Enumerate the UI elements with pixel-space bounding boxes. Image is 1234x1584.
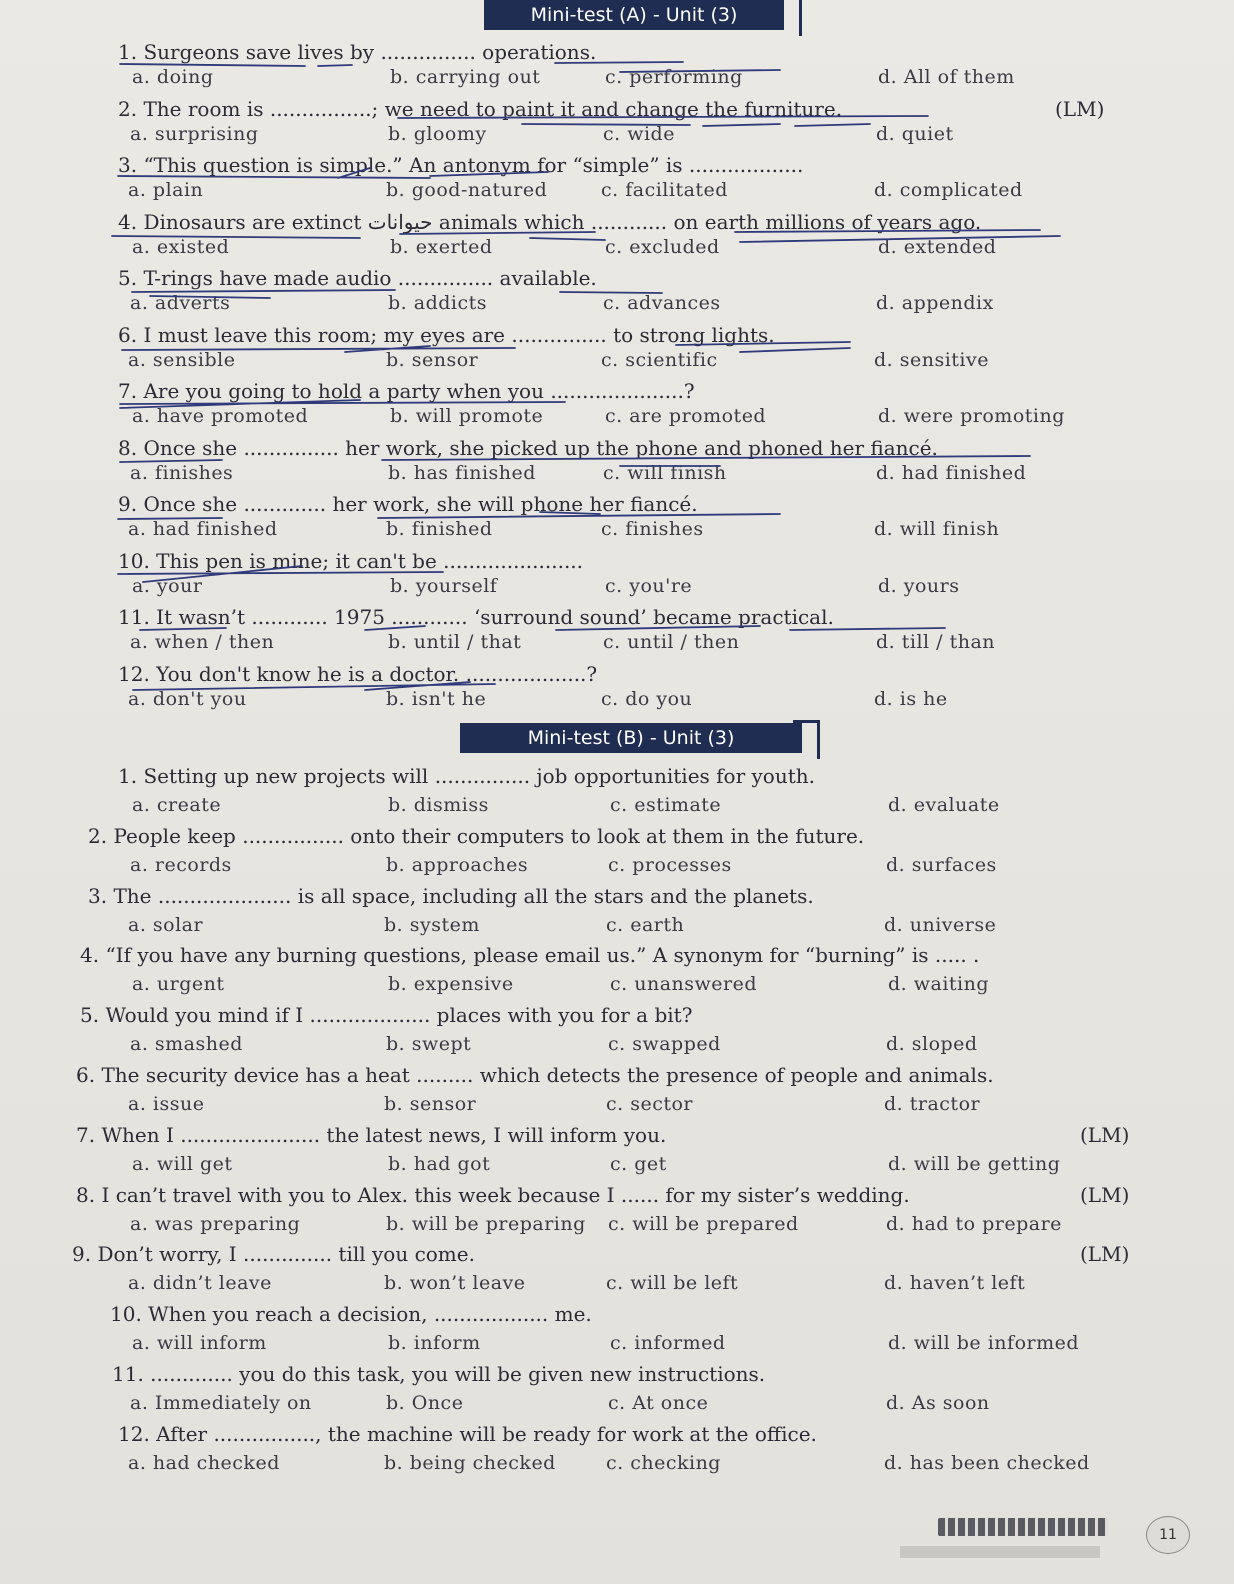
answer-option[interactable]: c. scientific bbox=[601, 349, 718, 371]
answer-option[interactable]: b. swept bbox=[386, 1033, 472, 1055]
answer-option[interactable]: a. plain bbox=[128, 179, 204, 201]
answer-option[interactable]: c. swapped bbox=[608, 1033, 721, 1055]
answer-option[interactable]: b. gloomy bbox=[388, 123, 487, 145]
answer-option[interactable]: b. sensor bbox=[384, 1093, 477, 1115]
answer-option[interactable]: b. will promote bbox=[390, 405, 544, 427]
answer-option[interactable]: d. had to prepare bbox=[886, 1213, 1062, 1235]
answer-option[interactable]: c. facilitated bbox=[601, 179, 728, 201]
answer-option[interactable]: d. evaluate bbox=[888, 794, 1000, 816]
answer-option[interactable]: d. complicated bbox=[874, 179, 1023, 201]
answer-option[interactable]: a. urgent bbox=[132, 973, 225, 995]
answer-option[interactable]: a. was preparing bbox=[130, 1213, 301, 1235]
answer-option[interactable]: c. until / then bbox=[603, 631, 740, 653]
question-stem: 12. You don't know he is a doctor. ...................? bbox=[118, 662, 598, 686]
banner-decoration bbox=[775, 0, 802, 36]
section-a-title: Mini-test (A) - Unit (3) bbox=[530, 4, 738, 26]
answer-option[interactable]: b. carrying out bbox=[390, 66, 541, 88]
question-stem: 1. Setting up new projects will ............... job opportunities for youth. bbox=[118, 764, 816, 788]
answer-option[interactable]: c. will finish bbox=[603, 462, 727, 484]
answer-option[interactable]: c. checking bbox=[606, 1452, 721, 1474]
answer-option[interactable]: b. addicts bbox=[388, 292, 487, 314]
question-stem: 12. After ................, the machine will be ready for work at the office. bbox=[118, 1422, 817, 1446]
answer-option[interactable]: a. will inform bbox=[132, 1332, 267, 1354]
question-stem: 7. When I ...................... the latest news, I will inform you. bbox=[76, 1123, 667, 1147]
source-tag: (LM) bbox=[1055, 97, 1105, 121]
answer-option[interactable]: d. As soon bbox=[886, 1392, 990, 1414]
answer-option[interactable]: d. had finished bbox=[876, 462, 1027, 484]
answer-option[interactable]: b. sensor bbox=[386, 349, 479, 371]
answer-option[interactable]: b. approaches bbox=[386, 854, 529, 876]
answer-option[interactable]: b. dismiss bbox=[388, 794, 489, 816]
question-stem: 8. Once she ............... her work, she picked up the phone and phoned her fiancé. bbox=[118, 436, 938, 460]
answer-option[interactable]: b. until / that bbox=[388, 631, 522, 653]
answer-option[interactable]: c. will be left bbox=[606, 1272, 739, 1294]
answer-option[interactable]: c. do you bbox=[601, 688, 693, 710]
question-stem: 8. I can’t travel with you to Alex. this week because I ...... for my sister’s wedding. bbox=[76, 1183, 910, 1207]
answer-option[interactable]: a. surprising bbox=[130, 123, 259, 145]
answer-option[interactable]: d. universe bbox=[884, 914, 997, 936]
question-stem: 10. This pen is mine; it can't be ...................... bbox=[118, 549, 584, 573]
answer-option[interactable]: a. doing bbox=[132, 66, 214, 88]
answer-option[interactable]: b. inform bbox=[388, 1332, 481, 1354]
question-stem: 2. People keep ................ onto their computers to look at them in the future. bbox=[88, 824, 865, 848]
source-tag: (LM) bbox=[1080, 1183, 1130, 1207]
answer-option[interactable]: a. will get bbox=[132, 1153, 233, 1175]
answer-option[interactable]: b. Once bbox=[386, 1392, 464, 1414]
question-stem: 4. “If you have any burning questions, please email us.” A synonym for “burning” is ..... . bbox=[80, 943, 980, 967]
answer-option[interactable]: c. you're bbox=[605, 575, 693, 597]
answer-option[interactable]: d. appendix bbox=[876, 292, 994, 314]
answer-option[interactable]: a. finishes bbox=[130, 462, 234, 484]
answer-option[interactable]: b. expensive bbox=[388, 973, 514, 995]
answer-option[interactable]: a. adverts bbox=[130, 292, 231, 314]
question-stem: 4. Dinosaurs are extinct حيوانات animals which ............ on earth millions of years ago. bbox=[118, 210, 982, 234]
source-tag: (LM) bbox=[1080, 1123, 1130, 1147]
answer-option[interactable]: b. had got bbox=[388, 1153, 491, 1175]
question-stem: 6. The security device has a heat ......... which detects the presence of people and animals. bbox=[76, 1063, 994, 1087]
footer-decoration bbox=[900, 1546, 1100, 1558]
answer-option[interactable]: a. don't you bbox=[128, 688, 247, 710]
section-a-title-banner bbox=[484, 0, 784, 30]
answer-option[interactable]: d. were promoting bbox=[878, 405, 1065, 427]
answer-option[interactable]: b. yourself bbox=[390, 575, 498, 597]
answer-option[interactable]: d. waiting bbox=[888, 973, 990, 995]
answer-option[interactable]: d. will finish bbox=[874, 518, 1000, 540]
answer-option[interactable]: d. All of them bbox=[878, 66, 1015, 88]
answer-option[interactable]: d. has been checked bbox=[884, 1452, 1090, 1474]
answer-option[interactable]: a. sensible bbox=[128, 349, 236, 371]
answer-option[interactable]: c. sector bbox=[606, 1093, 694, 1115]
answer-option[interactable]: c. informed bbox=[610, 1332, 726, 1354]
answer-option[interactable]: a. issue bbox=[128, 1093, 205, 1115]
answer-option[interactable]: d. surfaces bbox=[886, 854, 997, 876]
answer-option[interactable]: b. finished bbox=[386, 518, 493, 540]
answer-option[interactable]: c. estimate bbox=[610, 794, 722, 816]
answer-option[interactable]: a. had finished bbox=[128, 518, 278, 540]
answer-option[interactable]: a. when / then bbox=[130, 631, 275, 653]
answer-option[interactable]: d. sensitive bbox=[874, 349, 989, 371]
question-stem: 11. It wasn’t ............ 1975 ............ ‘surround sound’ became practical. bbox=[118, 605, 834, 629]
answer-option[interactable]: d. yours bbox=[878, 575, 960, 597]
answer-option[interactable]: d. haven’t left bbox=[884, 1272, 1026, 1294]
answer-option[interactable]: d. tractor bbox=[884, 1093, 981, 1115]
section-b-title: Mini-test (B) - Unit (3) bbox=[527, 727, 735, 749]
source-tag: (LM) bbox=[1080, 1242, 1130, 1266]
answer-option[interactable]: b. good-natured bbox=[386, 179, 548, 201]
answer-option[interactable]: b. isn't he bbox=[386, 688, 487, 710]
question-stem: 7. Are you going to hold a party when you .....................? bbox=[118, 379, 695, 403]
answer-option[interactable]: d. will be informed bbox=[888, 1332, 1080, 1354]
question-stem: 9. Don’t worry, I .............. till you come. bbox=[72, 1242, 475, 1266]
question-stem: 5. T-rings have made audio ............... available. bbox=[118, 266, 597, 290]
answer-option[interactable]: d. is he bbox=[874, 688, 948, 710]
page-number: 11 bbox=[1146, 1516, 1190, 1554]
answer-option[interactable]: a. smashed bbox=[130, 1033, 243, 1055]
answer-option[interactable]: a. have promoted bbox=[132, 405, 309, 427]
question-stem: 1. Surgeons save lives by ............... operations. bbox=[118, 40, 597, 64]
answer-option[interactable]: a. Immediately on bbox=[130, 1392, 312, 1414]
answer-option[interactable]: c. processes bbox=[608, 854, 732, 876]
answer-option[interactable]: b. exerted bbox=[390, 236, 493, 258]
question-stem: 5. Would you mind if I ................... places with you for a bit? bbox=[80, 1003, 693, 1027]
answer-option[interactable]: a. solar bbox=[128, 914, 204, 936]
answer-option[interactable]: d. till / than bbox=[876, 631, 996, 653]
section-b-title-banner bbox=[460, 723, 802, 753]
banner-decoration bbox=[793, 720, 820, 759]
answer-option[interactable]: c. excluded bbox=[605, 236, 720, 258]
answer-option[interactable]: c. earth bbox=[606, 914, 685, 936]
answer-option[interactable]: d. quiet bbox=[876, 123, 954, 145]
question-stem: 10. When you reach a decision, .................. me. bbox=[110, 1302, 592, 1326]
answer-option[interactable]: b. has finished bbox=[388, 462, 536, 484]
answer-option[interactable]: d. extended bbox=[878, 236, 997, 258]
answer-option[interactable]: c. finishes bbox=[601, 518, 704, 540]
answer-option[interactable]: a. your bbox=[132, 575, 203, 597]
answer-option[interactable]: b. will be preparing bbox=[386, 1213, 586, 1235]
answer-option[interactable]: a. didn’t leave bbox=[128, 1272, 272, 1294]
answer-option[interactable]: b. system bbox=[384, 914, 480, 936]
answer-option[interactable]: c. get bbox=[610, 1153, 667, 1175]
answer-option[interactable]: b. being checked bbox=[384, 1452, 556, 1474]
question-stem: 3. The ..................... is all space, including all the stars and the planets. bbox=[88, 884, 814, 908]
question-stem: 6. I must leave this room; my eyes are ............... to strong lights. bbox=[118, 323, 775, 347]
answer-option[interactable]: c. advances bbox=[603, 292, 721, 314]
answer-option[interactable]: c. will be prepared bbox=[608, 1213, 799, 1235]
question-stem: 11. ............. you do this task, you will be given new instructions. bbox=[112, 1362, 766, 1386]
answer-option[interactable]: c. unanswered bbox=[610, 973, 758, 995]
answer-option[interactable]: a. had checked bbox=[128, 1452, 280, 1474]
answer-option[interactable]: d. will be getting bbox=[888, 1153, 1061, 1175]
question-stem: 2. The room is ................; we need to paint it and change the furniture. bbox=[118, 97, 843, 121]
answer-option[interactable]: c. performing bbox=[605, 66, 743, 88]
answer-option[interactable]: c. At once bbox=[608, 1392, 709, 1414]
answer-option[interactable]: b. won’t leave bbox=[384, 1272, 526, 1294]
publisher-logo bbox=[938, 1518, 1108, 1536]
answer-option[interactable]: a. existed bbox=[132, 236, 230, 258]
answer-option[interactable]: c. are promoted bbox=[605, 405, 767, 427]
question-stem: 9. Once she ............. her work, she will phone her fiancé. bbox=[118, 492, 698, 516]
answer-option[interactable]: a. create bbox=[132, 794, 222, 816]
answer-option[interactable]: c. wide bbox=[603, 123, 675, 145]
question-stem: 3. “This question is simple.” An antonym for “simple” is .................. bbox=[118, 153, 804, 177]
answer-option[interactable]: a. records bbox=[130, 854, 232, 876]
answer-option[interactable]: d. sloped bbox=[886, 1033, 978, 1055]
